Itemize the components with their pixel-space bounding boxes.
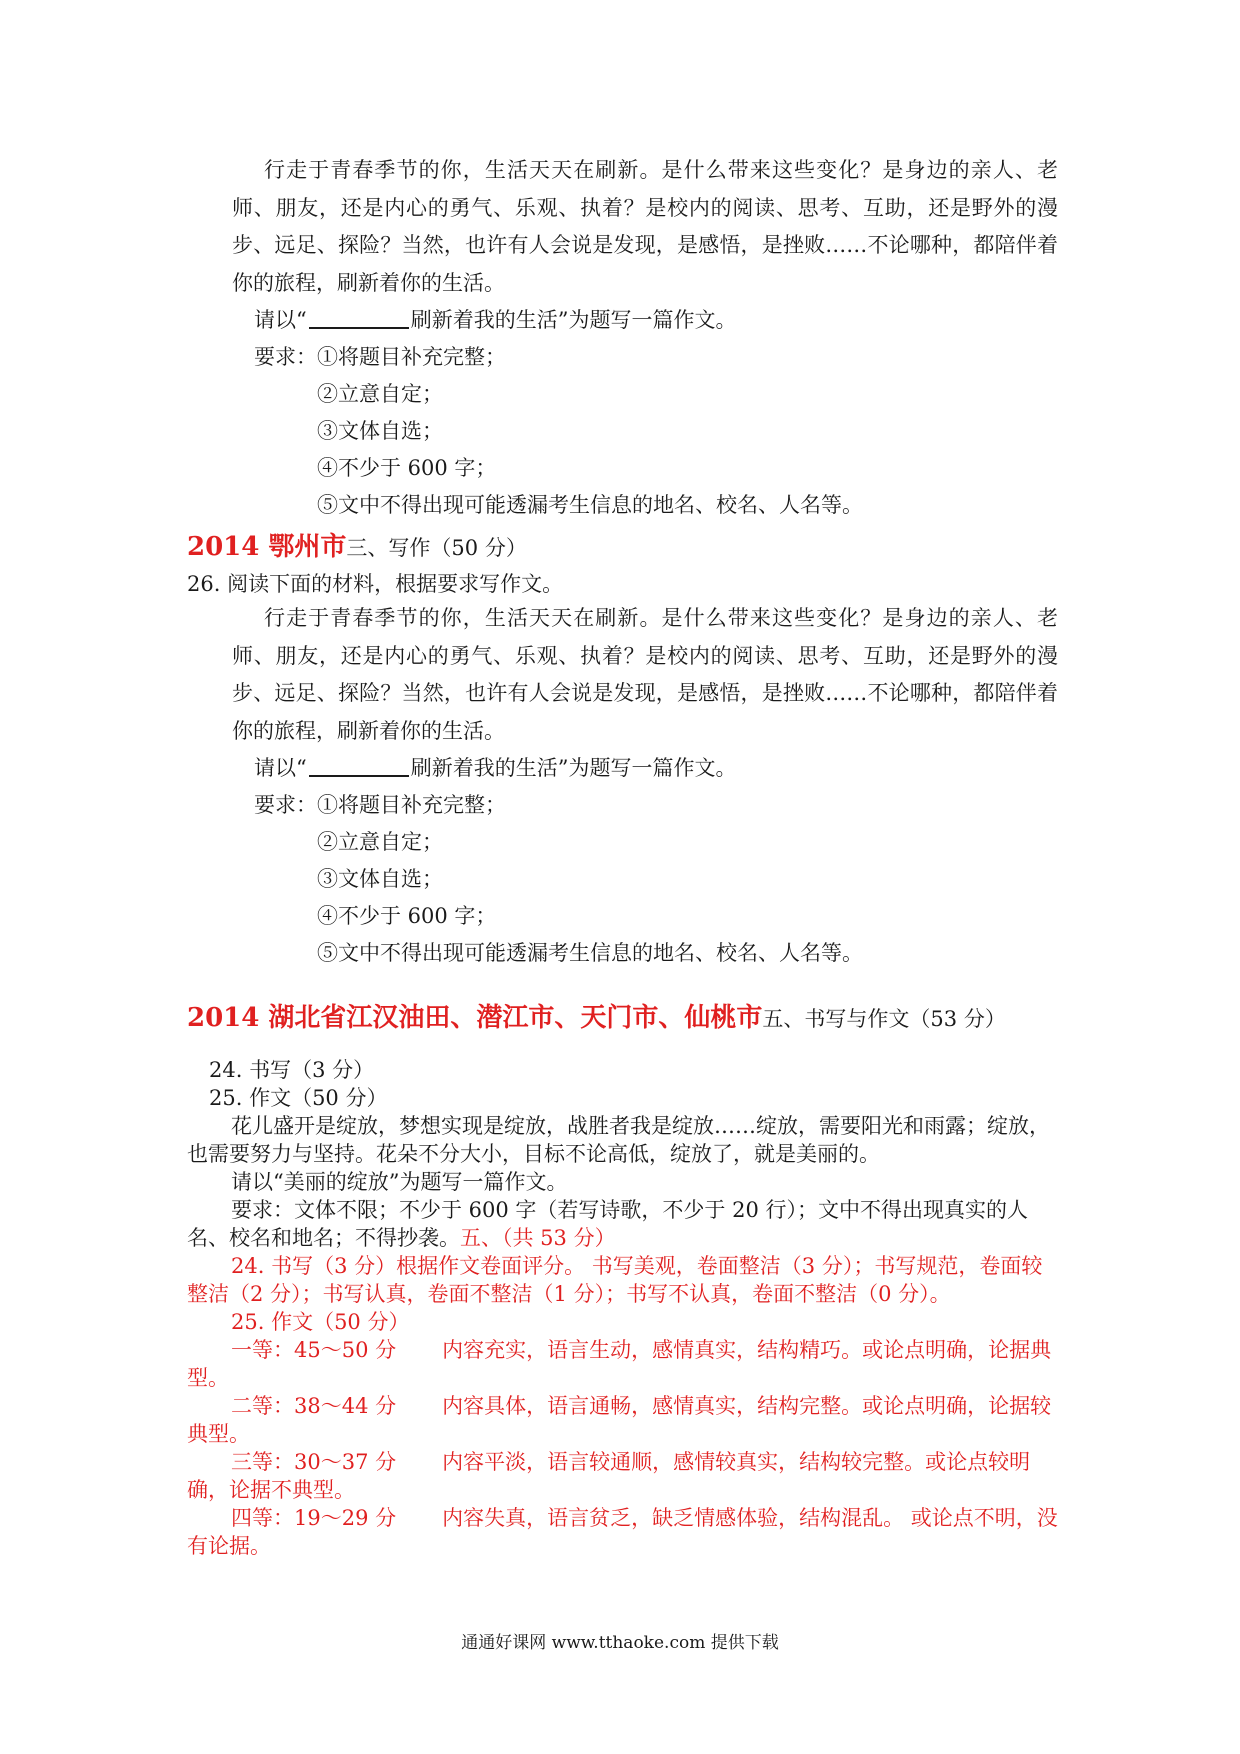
- heading-red: 2014 鄂州市: [187, 532, 347, 562]
- q24: 24. 书写（3 分）: [209, 1058, 375, 1082]
- question-26: 26. 阅读下面的材料，根据要求写作文。: [187, 572, 564, 596]
- answer-25: 25. 作文（50 分）: [231, 1310, 410, 1334]
- section-heading-ezhou: [187, 526, 527, 563]
- grade-2: [187, 1392, 1059, 1448]
- requirement-2-5: ⑤文中不得出现可能透漏考生信息的地名、校名、人名等。: [317, 941, 863, 965]
- prompt-before: 请以“: [254, 756, 307, 780]
- grade-4: [187, 1504, 1059, 1560]
- section3-body: [187, 1056, 1059, 1560]
- material-paragraph-2: 行走于青春季节的你，生活天天在刷新。是什么带来这些变化？是身边的亲人、老师、朋友，还是内心的勇气、乐观、执着？是校内的阅读、思考、互助，还是野外的漫步、远足、探险？当然，也许有人会说是发现，是感悟，是挫败……不论哪种，都陪伴着你的旅程，刷新着你的生活。: [232, 606, 1058, 743]
- grade-label: 四等：19～29 分: [231, 1506, 397, 1530]
- req-item: ①将题目补充完整；: [317, 793, 506, 817]
- heading-rest: 三、写作（50 分）: [346, 536, 527, 560]
- requirement-2-3: ③文体自选；: [317, 867, 443, 891]
- prompt-line-1: [254, 302, 737, 339]
- grade-label: 三等：30～37 分: [231, 1450, 397, 1474]
- requirement-2-1: [254, 787, 506, 824]
- grade-text: 内容平淡，语言较通顺，感情较真实，结构较完整。或论点较明确，论据不典型。: [187, 1450, 1031, 1502]
- req-label: 要求：: [254, 793, 317, 817]
- material-paragraph-3: 花儿盛开是绽放，梦想实现是绽放，战胜者我是绽放……绽放，需要阳光和雨露；绽放，也需要努力与坚持。花朵不分大小，目标不论高低，绽放了，就是美丽的。: [187, 1114, 1050, 1166]
- requirement-1-4: ④不少于 600 字；: [317, 456, 497, 480]
- grade-text: 内容充实，语言生动，感情真实，结构精巧。或论点明确，论据典型。: [187, 1338, 1052, 1390]
- prompt-before: 请以“: [254, 308, 307, 332]
- prompt-line-3: 请以“美丽的绽放”为题写一篇作文。: [231, 1170, 568, 1194]
- answer-head: 五、（共 53 分）: [460, 1226, 616, 1250]
- q25: 25. 作文（50 分）: [209, 1086, 388, 1110]
- requirement-1-1: [254, 339, 506, 376]
- heading-red: 2014 湖北省江汉油田、潜江市、天门市、仙桃市: [187, 1003, 763, 1033]
- req-label: 要求：: [254, 345, 317, 369]
- prompt-after: 刷新着我的生活”为题写一篇作文。: [410, 756, 737, 780]
- grade-1: [187, 1336, 1059, 1392]
- req-item: ①将题目补充完整；: [317, 345, 506, 369]
- requirement-1-2: ②立意自定；: [317, 382, 443, 406]
- requirement-line-3: [187, 1196, 1059, 1252]
- section-heading-jianghan: [187, 997, 1006, 1034]
- grade-text: 内容失真，语言贫乏，缺乏情感体验，结构混乱。 或论点不明，没有论据。: [187, 1506, 1058, 1558]
- grade-3: [187, 1448, 1059, 1504]
- grade-label: 二等：38～44 分: [231, 1394, 397, 1418]
- grade-label: 一等：45～50 分: [231, 1338, 397, 1362]
- requirement-2-4: ④不少于 600 字；: [317, 904, 497, 928]
- prompt-line-2: [254, 750, 737, 787]
- material-paragraph-1: 行走于青春季节的你，生活天天在刷新。是什么带来这些变化？是身边的亲人、老师、朋友，还是内心的勇气、乐观、执着？是校内的阅读、思考、互助，还是野外的漫步、远足、探险？当然，也许有人会说是发现，是感悟，是挫败……不论哪种，都陪伴着你的旅程，刷新着你的生活。: [232, 158, 1058, 295]
- grade-text: 内容具体，语言通畅，感情真实，结构完整。或论点明确，论据较典型。: [187, 1394, 1052, 1446]
- prompt-after: 刷新着我的生活”为题写一篇作文。: [410, 308, 737, 332]
- heading-rest: 五、书写与作文（53 分）: [762, 1007, 1006, 1031]
- requirement-1-3: ③文体自选；: [317, 419, 443, 443]
- answer-24: 24. 书写（3 分）根据作文卷面评分。 书写美观，卷面整洁（3 分）；书写规范，卷面较整洁（2 分）；书写认真，卷面不整洁（1 分）；书写不认真，卷面不整洁（0 分）。: [187, 1254, 1043, 1306]
- requirement-2-2: ②立意自定；: [317, 830, 443, 854]
- requirement-1-5: ⑤文中不得出现可能透漏考生信息的地名、校名、人名等。: [317, 493, 863, 517]
- blank-line: [309, 305, 409, 329]
- page-footer: 通通好课网 www.tthaoke.com 提供下载: [461, 1633, 779, 1653]
- blank-line: [309, 753, 409, 777]
- requirement-text: 要求：文体不限；不少于 600 字（若写诗歌，不少于 20 行）；文中不得出现真实的人名、校名和地名；不得抄袭。: [187, 1198, 1029, 1250]
